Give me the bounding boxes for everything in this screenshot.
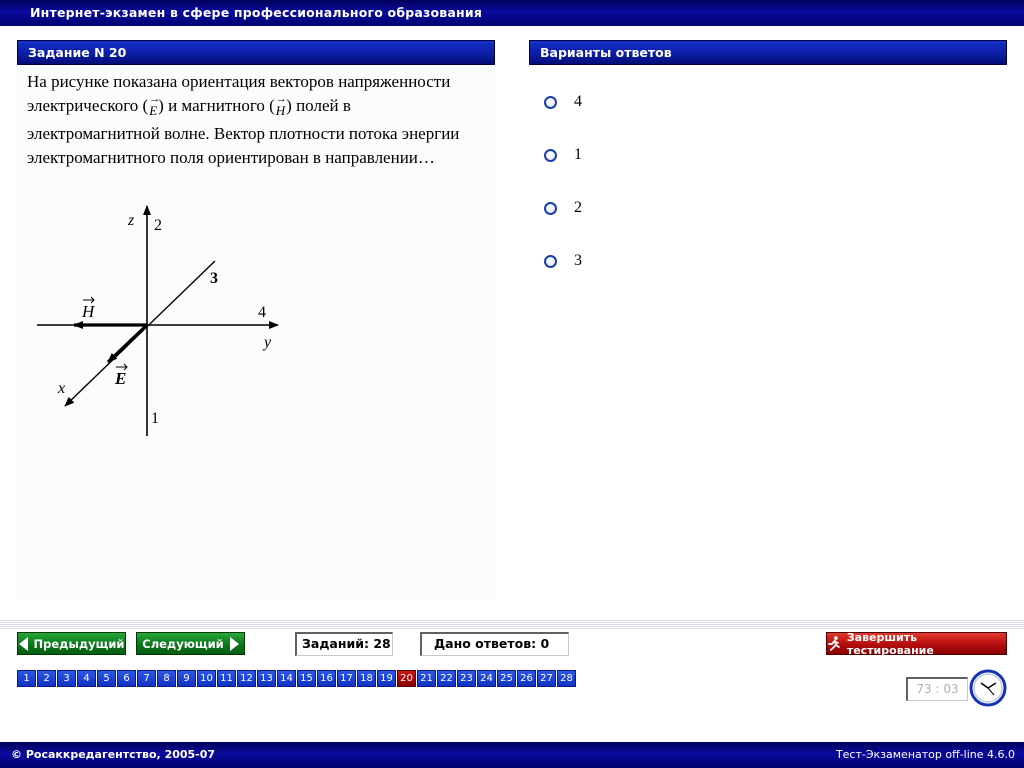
label-1: 1 — [151, 410, 159, 427]
task-number-18[interactable]: 18 — [357, 670, 376, 687]
next-button[interactable] — [136, 632, 245, 655]
arrow-right-icon — [230, 637, 239, 651]
radio-icon[interactable] — [544, 202, 557, 215]
task-number-15[interactable]: 15 — [297, 670, 316, 687]
answer-option-4[interactable] — [544, 251, 582, 271]
axis-y-label: y — [264, 334, 272, 351]
task-number-11[interactable]: 11 — [217, 670, 236, 687]
previous-button[interactable] — [17, 632, 126, 655]
task-number-1[interactable]: 1 — [17, 670, 36, 687]
task-number-7[interactable]: 7 — [137, 670, 156, 687]
task-number-14[interactable]: 14 — [277, 670, 296, 687]
next-button-label: Следующий — [142, 636, 224, 651]
vector-e-symbol: → E — [148, 99, 158, 123]
vector-e-arrow — [108, 325, 147, 362]
vector-h-symbol: → H — [275, 99, 286, 123]
task-number-4[interactable]: 4 — [77, 670, 96, 687]
footer — [0, 742, 1024, 768]
version-info: Тест-Экзаменатор off-line 4.6.0 — [835, 748, 1015, 761]
answer-option-3[interactable] — [544, 198, 582, 218]
copyright: © Росаккредагентство, 2005-07 — [11, 748, 216, 761]
task-number-8[interactable]: 8 — [157, 670, 176, 687]
finish-test-label: Завершить тестирование — [846, 630, 934, 657]
task-number-22[interactable]: 22 — [437, 670, 456, 687]
running-man-icon — [827, 636, 841, 651]
task-number-26[interactable]: 26 — [517, 670, 536, 687]
radio-icon[interactable] — [544, 255, 557, 268]
question-part-3: ) полей в электромагнитной волне. Вектор плотности потока энергии электромагнитного поля ориентирован в направлении… — [27, 95, 460, 167]
task-number-9[interactable]: 9 — [177, 670, 196, 687]
task-number-2[interactable]: 2 — [37, 670, 56, 687]
answers-header: Варианты ответов — [529, 40, 1007, 65]
vector-e-label: E — [115, 369, 127, 388]
question-part-1: На рисунке показана ориентация векторов напряженности электрического ( — [27, 72, 451, 115]
task-number-19[interactable]: 19 — [377, 670, 396, 687]
task-number-24[interactable]: 24 — [477, 670, 496, 687]
timer-display: 73 : 03 — [906, 677, 968, 701]
divider-stripes — [0, 620, 1024, 630]
answer-option-label: 4 — [574, 93, 582, 110]
task-number-3[interactable]: 3 — [57, 670, 76, 687]
axis-z-label: z — [128, 212, 135, 229]
answer-option-label: 3 — [574, 252, 582, 269]
window-title: Интернет-экзамен в сфере профессионального образования — [0, 0, 1024, 26]
label-4: 4 — [258, 304, 266, 321]
tasks-count: Заданий: 28 — [295, 632, 393, 656]
axis-x-label: x — [58, 380, 66, 397]
task-number-25[interactable]: 25 — [497, 670, 516, 687]
question-part-2: ) и магнитного ( — [158, 95, 275, 115]
answer-option-label: 2 — [574, 199, 582, 216]
arrow-left-icon — [19, 637, 28, 651]
task-number-12[interactable]: 12 — [237, 670, 256, 687]
task-number-20[interactable]: 20 — [397, 670, 416, 687]
finish-test-button[interactable] — [826, 632, 1007, 655]
task-number-27[interactable]: 27 — [537, 670, 556, 687]
task-number-6[interactable]: 6 — [117, 670, 136, 687]
radio-icon[interactable] — [544, 149, 557, 162]
answers-given-count: Дано ответов: 0 — [420, 632, 569, 656]
clock-icon — [969, 669, 1007, 707]
task-number-5[interactable]: 5 — [97, 670, 116, 687]
radio-icon[interactable] — [544, 96, 557, 109]
task-number-13[interactable]: 13 — [257, 670, 276, 687]
task-header: Задание N 20 — [17, 40, 495, 65]
label-3: 3 — [210, 270, 218, 287]
task-number-23[interactable]: 23 — [457, 670, 476, 687]
task-number-28[interactable]: 28 — [557, 670, 576, 687]
vector-h-label: H — [82, 302, 95, 321]
task-number-list — [17, 670, 577, 687]
label-2: 2 — [154, 217, 162, 234]
answer-option-2[interactable] — [544, 145, 582, 165]
question-text — [27, 70, 487, 169]
task-number-21[interactable]: 21 — [417, 670, 436, 687]
task-number-10[interactable]: 10 — [197, 670, 216, 687]
previous-button-label: Предыдущий — [33, 636, 125, 651]
answers-panel — [529, 65, 1007, 600]
task-number-17[interactable]: 17 — [337, 670, 356, 687]
answer-option-1[interactable] — [544, 92, 582, 112]
vector-diagram — [30, 198, 290, 443]
task-number-16[interactable]: 16 — [317, 670, 336, 687]
answer-option-label: 1 — [574, 146, 582, 163]
